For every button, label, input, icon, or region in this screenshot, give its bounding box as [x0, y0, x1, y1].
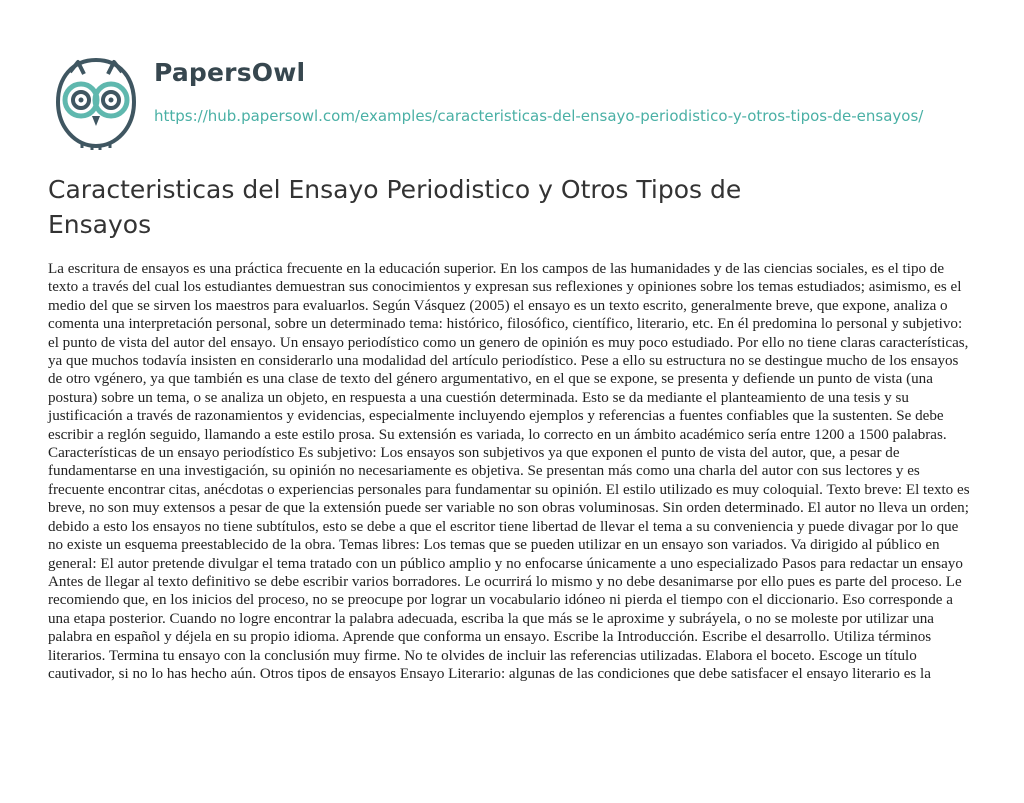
- document-title: Caracteristicas del Ensayo Periodistico y Otros Tipos de Ensayos: [48, 175, 742, 239]
- document-body: La escritura de ensayos es una práctica frecuente en la educación superior. En los campos de las humanidades y de las ciencias sociales, es el tipo de texto a través del cual los estudiantes demuestran sus conocimientos y expresan sus reflexiones y opiniones sobre los temas estudiados; asimismo, es el medio del que se sirven los maestros para evaluarlos. Según Vásquez (2005) el ensayo es un texto escrito, generalmente breve, que expone, analiza o comenta una interpretación personal, sobre un determinado tema: histórico, filosófico, científico, literario, etc. En él predomina lo personal y subjetivo: el punto de vista del autor del ensayo. Un ensayo periodístico como un genero de opinión es muy poco estudiado. Por ello no tiene claras características, ya que muchos todavía insisten en considerarlo una modalidad del artículo periodístico. Pese a ello su estructura no se destingue mucho de los ensayos de otro vgénero, ya que también es una clase de texto del género argumentativo, en el que se expone, se presenta y defiende un punto de vista (una postura) sobre un tema, o se analiza un objeto, en respuesta a una cuestión determinada. Esto se da mediante el planteamiento de una tesis y su justificación a través de razonamientos y evidencias, especialmente incluyendo ejemplos y referencias a fuentes confiables que la sustenten. Se debe escribir a reglón seguido, llamando a este estilo prosa. Su extensión es variada, lo correcto en un ámbito académico sería entre 1200 a 1500 palabras. Características de un ensayo periodístico Es subjetivo: Los ensayos son subjetivos ya que exponen el punto de vista del autor, que, a pesar de fundamentarse en una investigación, su opinión no necesariamente es objetiva. Se presentan más como una charla del autor con sus lectores y es frecuente encontrar citas, anécdotas o experiencias personales para fundamentar su opinión. El estilo utilizado es muy coloquial. Texto breve: El texto es breve, no son muy extensos a pesar de que la extensión puede ser variable no son obras voluminosas. Sin orden determinado. El autor no lleva un orden; debido a esto los ensayos no tiene subtítulos, esto se debe a que el escritor tiene libertad de llevar el tema a su conveniencia y puede divagar por lo que no existe un esquema preestablecido de la obra. Temas libres: Los temas que se pueden utilizar en un ensayo son variados. Va dirigido al público en general: El autor pretende divulgar el tema tratado con un público amplio y no enfocarse únicamente a uno especializado Pasos para redactar un ensayo Antes de llegar al texto definitivo se debe escribir varios borradores. Le ocurrirá lo mismo y no debe desanimarse por ello pues es parte del proceso. Le recomiendo que, en los inicios del proceso, no se preocupe por lograr un vocabulario idóneo ni pierda el tiempo con el diccionario. Eso corresponde a una etapa posterior. Cuando no logre encontrar la palabra adecuada, escriba la que más se le aproxime y subráyela, o no se moleste por utilizar una palabra en español y déjela en su propio idioma. Aprende que conforma un ensayo. Escribe la Introducción. Escribe el desarrollo. Utiliza términos literarios. Termina tu ensayo con la conclusión muy firme. No te olvides de incluir las referencias utilizadas. Elabora el boceto. Escoge un título cautivador, si no lo has hecho aún. Otros tipos de ensayos Ensayo Literario: algunas de las condiciones que debe satisfacer el ensayo literario es la: [48, 261, 970, 682]
- owl-left-pupil-dot: [79, 98, 84, 103]
- brand-name[interactable]: PapersOwl: [154, 58, 306, 87]
- owl-beak: [92, 116, 100, 126]
- owl-logo-graphic: [48, 56, 144, 152]
- site-header: [48, 48, 988, 158]
- owl-right-pupil-dot: [109, 98, 114, 103]
- owl-logo-icon[interactable]: [48, 56, 144, 152]
- source-url-link[interactable]: https://hub.papersowl.com/examples/caracteristicas-del-ensayo-periodistico-y-otros-tipos-de-ensayos/: [154, 107, 924, 125]
